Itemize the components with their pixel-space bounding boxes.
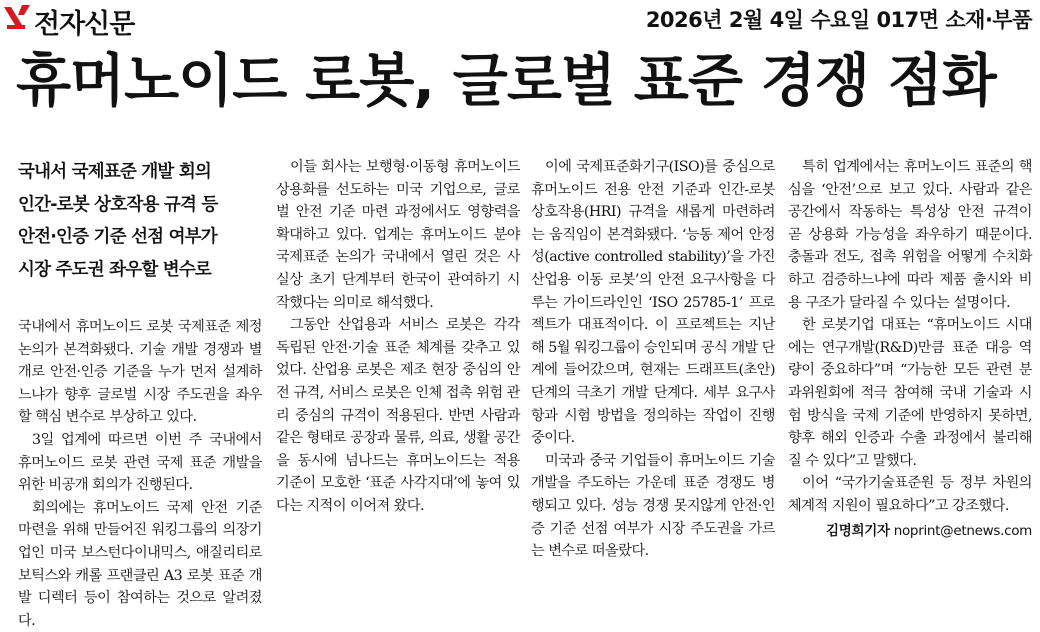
article-paragraph: 회의에는 휴머노이드 국제 안전 기준 마련을 위해 만들어진 워킹그룹의 의장기업인 미국 보스턴다이내믹스, 애질리티로보틱스와 캐롤 프랜클린 A3 로봇 표준 개발 디렉터 등이 참여하는 것으로 알려졌다.: [18, 499, 262, 629]
article-paragraph: 이에 국제표준화기구(ISO)를 중심으로 휴머노이드 전용 안전 기준과 인간-로봇 상호작용(HRI) 규격을 새롭게 마련하려는 움직임이 본격화됐다. ‘능동 제어 안정성(active controlled stability)’을 가진 산업용 이동 로봇’의 안전 요구사항을 다루는 가이드라인인 ‘ISO 25785-1’ 프로젝트가 대표적이다. 이 프로젝트는 지난해 5월 워킹그룹이 승인되며 공식 개발 단계에 들어갔으며, 현재는 드래프트(초안) 단계의 극초기 개발 단계다. 세부 요구사항과 시험 방법을 정의하는 작업이 진행 중이다.: [531, 159, 775, 447]
article-paragraph: 한 로봇기업 대표는 “휴머노이드 시대에는 연구개발(R&D)만큼 표준 대응 역량이 중요하다”며 “가능한 모든 관련 분과위원회에 적극 참여해 국내 기술과 시험 방식을 국제 기준에 반영하지 못하면, 향후 해외 인증과 수출 과정에서 불리해질 수 있다”고 말했다.: [788, 317, 1032, 469]
article-paragraph: 국내에서 휴머노이드 로봇 국제표준 제정 논의가 본격화됐다. 기술 개발 경쟁과 별개로 안전·인증 기준을 누가 먼저 설계하느냐가 향후 글로벌 시장 주도권을 좌우할 핵심 변수로 부상하고 있다.: [18, 319, 262, 426]
etnews-logo-icon: [2, 3, 32, 31]
subhead-line: 국내서 국제표준 개발 회의: [18, 162, 212, 182]
subhead-line: 안전·인증 기준 선점 여부가: [18, 227, 217, 247]
dateline: 2026년 2월 4일 수요일 017면 소재·부품: [645, 8, 1032, 32]
article-paragraph: 3일 업계에 따르면 이번 주 국내에서 휴머노이드 로봇 관련 국제 표준 개발을 위한 비공개 회의가 진행된다.: [18, 431, 262, 494]
article-column-4: [788, 156, 1032, 611]
article-paragraph: 그동안 산업용과 서비스 로봇은 각각 독립된 안전·기술 표준 체계를 갖추고 있었다. 산업용 로봇은 제조 현장 중심의 안전 규격, 서비스 로봇은 인체 접촉 위험 관리 중심의 규격이 적용된다. 반면 사람과 같은 형태로 공장과 물류, 의료, 생활 공간을 동시에 넘나드는 휴머노이드는 적용 기준이 모호한 ‘표준 사각지대’에 놓여 있다는 지적이 이어져 왔다.: [276, 317, 520, 514]
subheadline: [18, 156, 262, 316]
headline: 휴머노이드 로봇, 글로벌 표준 경쟁 점화: [16, 48, 996, 114]
masthead: [0, 0, 1040, 40]
article-column-1: [18, 156, 262, 629]
reporter-name: 김명희기자: [825, 522, 890, 539]
article-paragraph: 특히 업계에서는 휴머노이드 표준의 핵심을 ‘안전’으로 보고 있다. 사람과 같은 공간에서 작동하는 특성상 안전 규격이 곧 상용화 가능성을 좌우하기 때문이다. 충돌과 전도, 접촉 위험을 어떻게 수치화하고 검증하느냐에 따라 제품 출시와 비용 구조가 달라질 수 있다는 설명이다.: [788, 159, 1032, 311]
article-paragraph: 미국과 중국 기업들이 휴머노이드 기술 개발을 주도하는 가운데 표준 경쟁도 병행되고 있다. 성능 경쟁 못지않게 안전·인증 기준 선점 여부가 시장 주도권을 가르는 변수로 떠올랐다.: [531, 452, 775, 560]
byline: [788, 520, 1032, 543]
article-paragraph: 이들 회사는 보행형·이동형 휴머노이드 상용화를 선도하는 미국 기업으로, 글로벌 안전 기준 마련 과정에서도 영향력을 확대하고 있다. 업계는 휴머노이드 분야 국제표준 논의가 국내에서 열린 것은 사실상 초기 단계부터 한국이 관여하기 시작했다는 의미로 해석했다.: [276, 159, 520, 311]
article-column-2: [276, 156, 520, 611]
article-column-3: [531, 156, 775, 611]
article-paragraph: 이어 “국가기술표준원 등 정부 차원의 체계적 지원이 필요하다”고 강조했다.: [788, 475, 1032, 514]
subhead-line: 시장 주도권 좌우할 변수로: [18, 259, 212, 280]
subhead-line: 인간-로봇 상호작용 규격 등: [18, 194, 218, 215]
reporter-email: noprint@etnews.com: [893, 522, 1032, 539]
newspaper-logo-text: 전자신문: [34, 9, 135, 40]
